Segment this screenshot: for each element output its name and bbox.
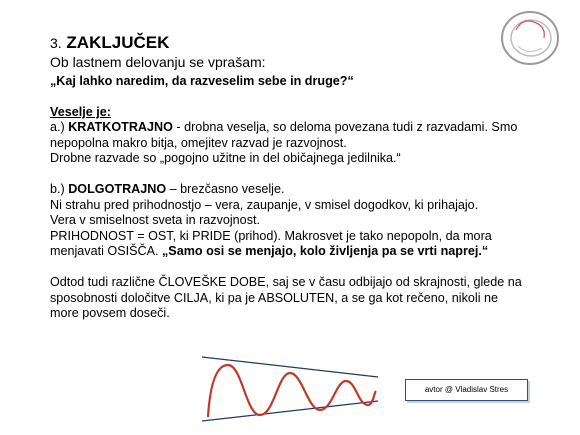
joy-b-line5: [50, 244, 560, 260]
joy-b-text5: menjavati OSIŠČA.: [50, 244, 162, 259]
joy-b-prefix: b.): [50, 181, 69, 196]
title-word: ZAKLJUČEK: [66, 33, 170, 52]
intro-text: Ob lastnem delovanju se vprašam:: [50, 54, 266, 70]
closing-line3: more povsem doseči.: [50, 306, 170, 321]
title-number: 3.: [50, 35, 62, 51]
closing-line1: Odtod tudi različne ČLOVEŠKE DOBE, saj se v času odbijajo od skrajnosti, glede na: [50, 274, 522, 289]
joy-b-line4: PRIHODNOST = OST, ki PRIDE (prihod). Makrosvet je tako nepopoln, da mora: [50, 228, 492, 243]
joy-a-line1: [50, 120, 560, 136]
question-text: „Kaj lahko naredim, da razveselim sebe in druge?“: [50, 74, 354, 88]
lower-boundary-line: [202, 401, 378, 421]
joy-b-line2: Ni strahu pred prihodnostjo – vera, zaupanje, v smisel dogodkov, ki prihajajo.: [50, 197, 479, 212]
joy-b-text1: – brezčasno veselje.: [166, 181, 285, 196]
joy-a-line3: Drobne razvade so „pogojno užitne in del običajnega jedilnika.“: [50, 151, 401, 166]
joy-b-quote: „Samo osi se menjajo, kolo življenja pa se vrti naprej.“: [162, 244, 489, 259]
joy-a-prefix: a.): [50, 120, 69, 135]
slide-title: [50, 33, 560, 53]
joy-b-line1: [50, 182, 560, 198]
joy-a-line2: nepopolna makro bitja, omejitev razvad je razvojnost.: [50, 135, 347, 150]
damped-wave: [208, 365, 376, 417]
content-text: [50, 33, 560, 322]
joy-b-term: DOLGOTRAJNO: [68, 181, 167, 196]
converging-wave-diagram: [198, 355, 383, 425]
closing-line2: sposobnosti določitve CILJA, ki pa je ABSOLUTEN, a se ga kot rečeno, nikoli ne: [50, 290, 499, 305]
joy-b-line3: Vera v smiselnost sveta in razvojnost.: [50, 213, 260, 228]
author-credit: avtor @ Vladislav Stres: [405, 379, 528, 401]
joy-a-text1: - drobna veselja, so deloma povezana tudi z razvadami. Smo: [172, 120, 518, 135]
joy-a-term: KRATKOTRAJNO: [68, 120, 173, 135]
joy-heading: Veselje je:: [50, 104, 111, 119]
